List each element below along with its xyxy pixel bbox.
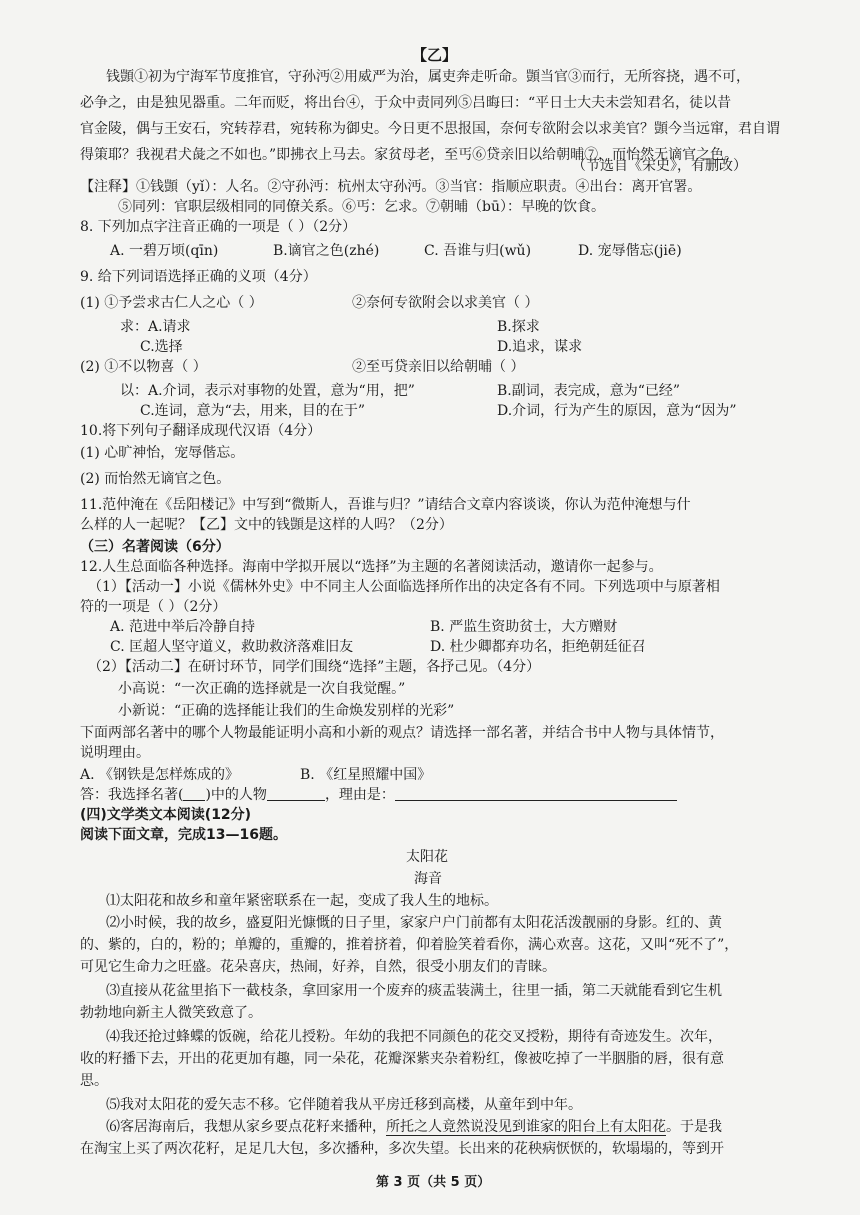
q12-1-option-d: D. 杜少卿都弃功名，拒绝朝廷征召 [430, 639, 646, 655]
page-footer: 第 3 页（共 5 页） [376, 1175, 491, 1190]
q10-sentence-2: (2) 而怡然无谪官之色。 [80, 471, 231, 487]
essay-para-6-text: ⑹客居海南后，我想从家乡要点花籽来播种， [106, 1119, 386, 1135]
q9-2-item-a: (2) ①不以物喜（ ） [80, 359, 207, 375]
question-9: 9. 给下列词语选择正确的义项（4分） [80, 269, 317, 285]
question-8: 8. 下列加点字注音正确的一项是（ ）（2分） [80, 219, 357, 235]
section-4-instruction: 阅读下面文章，完成13—16题。 [80, 827, 287, 843]
essay-para-2-line-1: ⑵小时候，我的故乡，盛夏阳光慷慨的日子里，家家户户门前都有太阳花活泼靓丽的身影。红的、黄 [106, 915, 722, 931]
xiaoxin-quote: 小新说：“正确的选择能让我们的生命焕发别样的光彩” [118, 703, 455, 719]
essay-para-3-line-2: 勃勃地向新主人微笑致意了。 [80, 1005, 262, 1021]
essay-title: 太阳花 [406, 849, 448, 865]
xiaogao-quote: 小高说：“一次正确的选择就是一次自我觉醒。” [118, 681, 406, 697]
q9-2-option-b: B.副词，表完成，意为“已经” [497, 383, 681, 399]
q8-option-c: C. 吾谁与归(wǔ) [424, 243, 532, 259]
reason-blank[interactable] [395, 786, 677, 801]
section-header-yi: 【乙】 [412, 46, 458, 64]
note-line-2: ⑤同列：官职层级相同的同僚关系。⑥丐：乞求。⑦朝晡（bū）：早晚的饮食。 [118, 199, 605, 215]
question-11-line-2: 么样的人一起呢？【乙】文中的钱顗是这样的人吗？（2分） [80, 517, 453, 533]
q9-1-item-a: (1) ①予尝求古仁人之心（ ） [80, 295, 263, 311]
passage-line-4: 得策耶？我视君犬彘之不如也。”即拂衣上马去。家贫母老，至丐⑥贷亲旧以给朝晡⑦，而怡然无谪官之色。 [80, 147, 739, 163]
q12-1-option-c: C. 匡超人坚守道义，救助救济落难旧友 [110, 639, 354, 655]
passage-source: （节选自《宋史》，有删改） [572, 158, 747, 174]
q12-1-option-a: A. 范进中举后冷静自持 [110, 619, 256, 635]
essay-author: 海音 [414, 871, 442, 887]
answer-reason-label: ，理由是： [324, 787, 395, 803]
answer-prefix: 答：我选择名著( [80, 787, 184, 803]
q12-2-instruction-2: 说明理由。 [80, 745, 150, 761]
q12-2-prompt: （2）【活动二】在研讨环节，同学们围绕“选择”主题，各抒己见。（4分） [88, 659, 541, 675]
essay-para-6-line-2: 在淘宝上买了两次花籽，足足几大包，多次播种，多次失望。长出来的花秧病恹恹的，软塌塌的，等到开 [80, 1141, 724, 1157]
essay-para-4-line-1: ⑷我还抢过蜂蝶的饭碗，给花儿授粉。年幼的我把不同颜色的花交叉授粉，期待有奇迹发生。次年， [106, 1029, 722, 1045]
passage-line-2: 必争之，由是独见器重。二年而贬，将出台④，于众中责同列⑤吕晦曰：“平日士大夫未尝知君名，徒以昔 [80, 95, 732, 111]
q9-1-option-c: C.选择 [140, 339, 183, 355]
character-blank[interactable] [267, 786, 325, 801]
question-11-line-1: 11.范仲淹在《岳阳楼记》中写到“微斯人，吾谁与归？”请结合文章内容谈谈，你认为范仲淹想与什 [80, 497, 691, 513]
q12-2-instruction-1: 下面两部名著中的哪个人物最能证明小高和小新的观点？请选择一部名著，并结合书中人物与具体情节， [80, 725, 724, 741]
q9-2-option-c: C.连词，意为“去，用来，目的在于” [140, 403, 365, 419]
essay-para-5: ⑸我对太阳花的爱矢志不移。它伴随着我从平房迁移到高楼，从童年到中年。 [106, 1097, 582, 1113]
q9-1-option-d: D.追求，谋求 [497, 339, 583, 355]
q9-2-option-d: D.介词，行为产生的原因，意为“因为” [497, 403, 737, 419]
q12-1-line-2: 符的一项是（ ）（2分） [80, 599, 227, 615]
essay-para-4-line-3: 思。 [80, 1073, 108, 1089]
q9-1-option-a: 求：A.请求 [120, 319, 191, 335]
q9-2-item-b: ②至丐贷亲旧以给朝晡（ ） [352, 359, 525, 375]
essay-para-3-line-1: ⑶直接从花盆里掐下一截枝条，拿回家用一个废弃的痰盂装满土，往里一插，第二天就能看到它生机 [106, 983, 722, 999]
q9-1-option-b: B.探求 [497, 319, 540, 335]
passage-line-1: 钱顗①初为宁海军节度推官，守孙沔②用威严为治，属吏奔走听命。顗当官③而行，无所容挠，遇不可， [106, 69, 750, 85]
q12-1-line-1: （1）【活动一】小说《儒林外史》中不同主人公面临选择所作出的决定各有不同。下列选项中与原著相 [88, 579, 720, 595]
q10-sentence-1: (1) 心旷神怡，宠辱偕忘。 [80, 445, 245, 461]
essay-para-4-line-2: 收的籽播下去，开出的花更加有趣，同一朵花，花瓣深紫夹杂着粉红，像被吃掉了一半胭脂的唇，很有意 [80, 1051, 724, 1067]
essay-para-6-underlined: 所托之人竟然说没见到谁家的阳台上有太阳花 [386, 1119, 666, 1135]
section-4-heading: (四)文学类文本阅读(12分) [80, 807, 252, 823]
q9-2-option-a: 以：A.介词，表示对事物的处置，意为“用，把” [120, 383, 415, 399]
q8-option-b: B.谪官之色(zhé) [273, 243, 380, 259]
essay-para-1: ⑴太阳花和故乡和童年紧密联系在一起，变成了我人生的地标。 [106, 893, 498, 909]
question-10: 10.将下列句子翻译成现代汉语（4分） [80, 423, 322, 439]
q9-1-item-b: ②奈何专欲附会以求美官（ ） [352, 295, 539, 311]
book-option-b: B. 《红星照耀中国》 [300, 767, 432, 783]
answer-line [80, 786, 677, 804]
essay-para-6-text-end: 。于是我 [666, 1119, 722, 1135]
q12-1-option-b: B. 严监生资助贫士，大方赠财 [430, 619, 618, 635]
essay-para-2-line-3: 可见它生命力之旺盛。花朵喜庆，热闹，好养，自然，很受小朋友们的青睐。 [80, 959, 556, 975]
essay-para-2-line-2: 的、紫的，白的，粉的；单瓣的，重瓣的，推着挤着，仰着脸笑着看你，满心欢喜。这花，又叫“死不了”， [80, 937, 739, 953]
passage-line-3: 官金陵，偶与王安石，究转荐君，宛转称为御史。今日更不思报国，奈何专欲附会以求美官？顗今当远窜，君自谓 [80, 121, 780, 137]
book-option-a: A. 《钢铁是怎样炼成的》 [80, 767, 240, 783]
q8-option-a: A. 一碧万顷(qīn) [110, 243, 219, 259]
note-line-1: 【注释】①钱顗（yǐ）：人名。②守孙沔：杭州太守孙沔。③当官：指顺应职责。④出台：离开官署。 [80, 179, 702, 195]
section-3-heading: （三）名著阅读（6分） [80, 539, 230, 555]
question-12: 12.人生总面临各种选择。海南中学拟开展以“选择”为主题的名著阅读活动，邀请你一起参与。 [80, 559, 663, 575]
book-choice-blank[interactable] [183, 786, 205, 801]
answer-character-label: )中的人物 [205, 787, 267, 803]
essay-para-6-line-1 [106, 1118, 722, 1136]
q8-option-d: D. 宠辱偕忘(jiē) [578, 243, 682, 259]
